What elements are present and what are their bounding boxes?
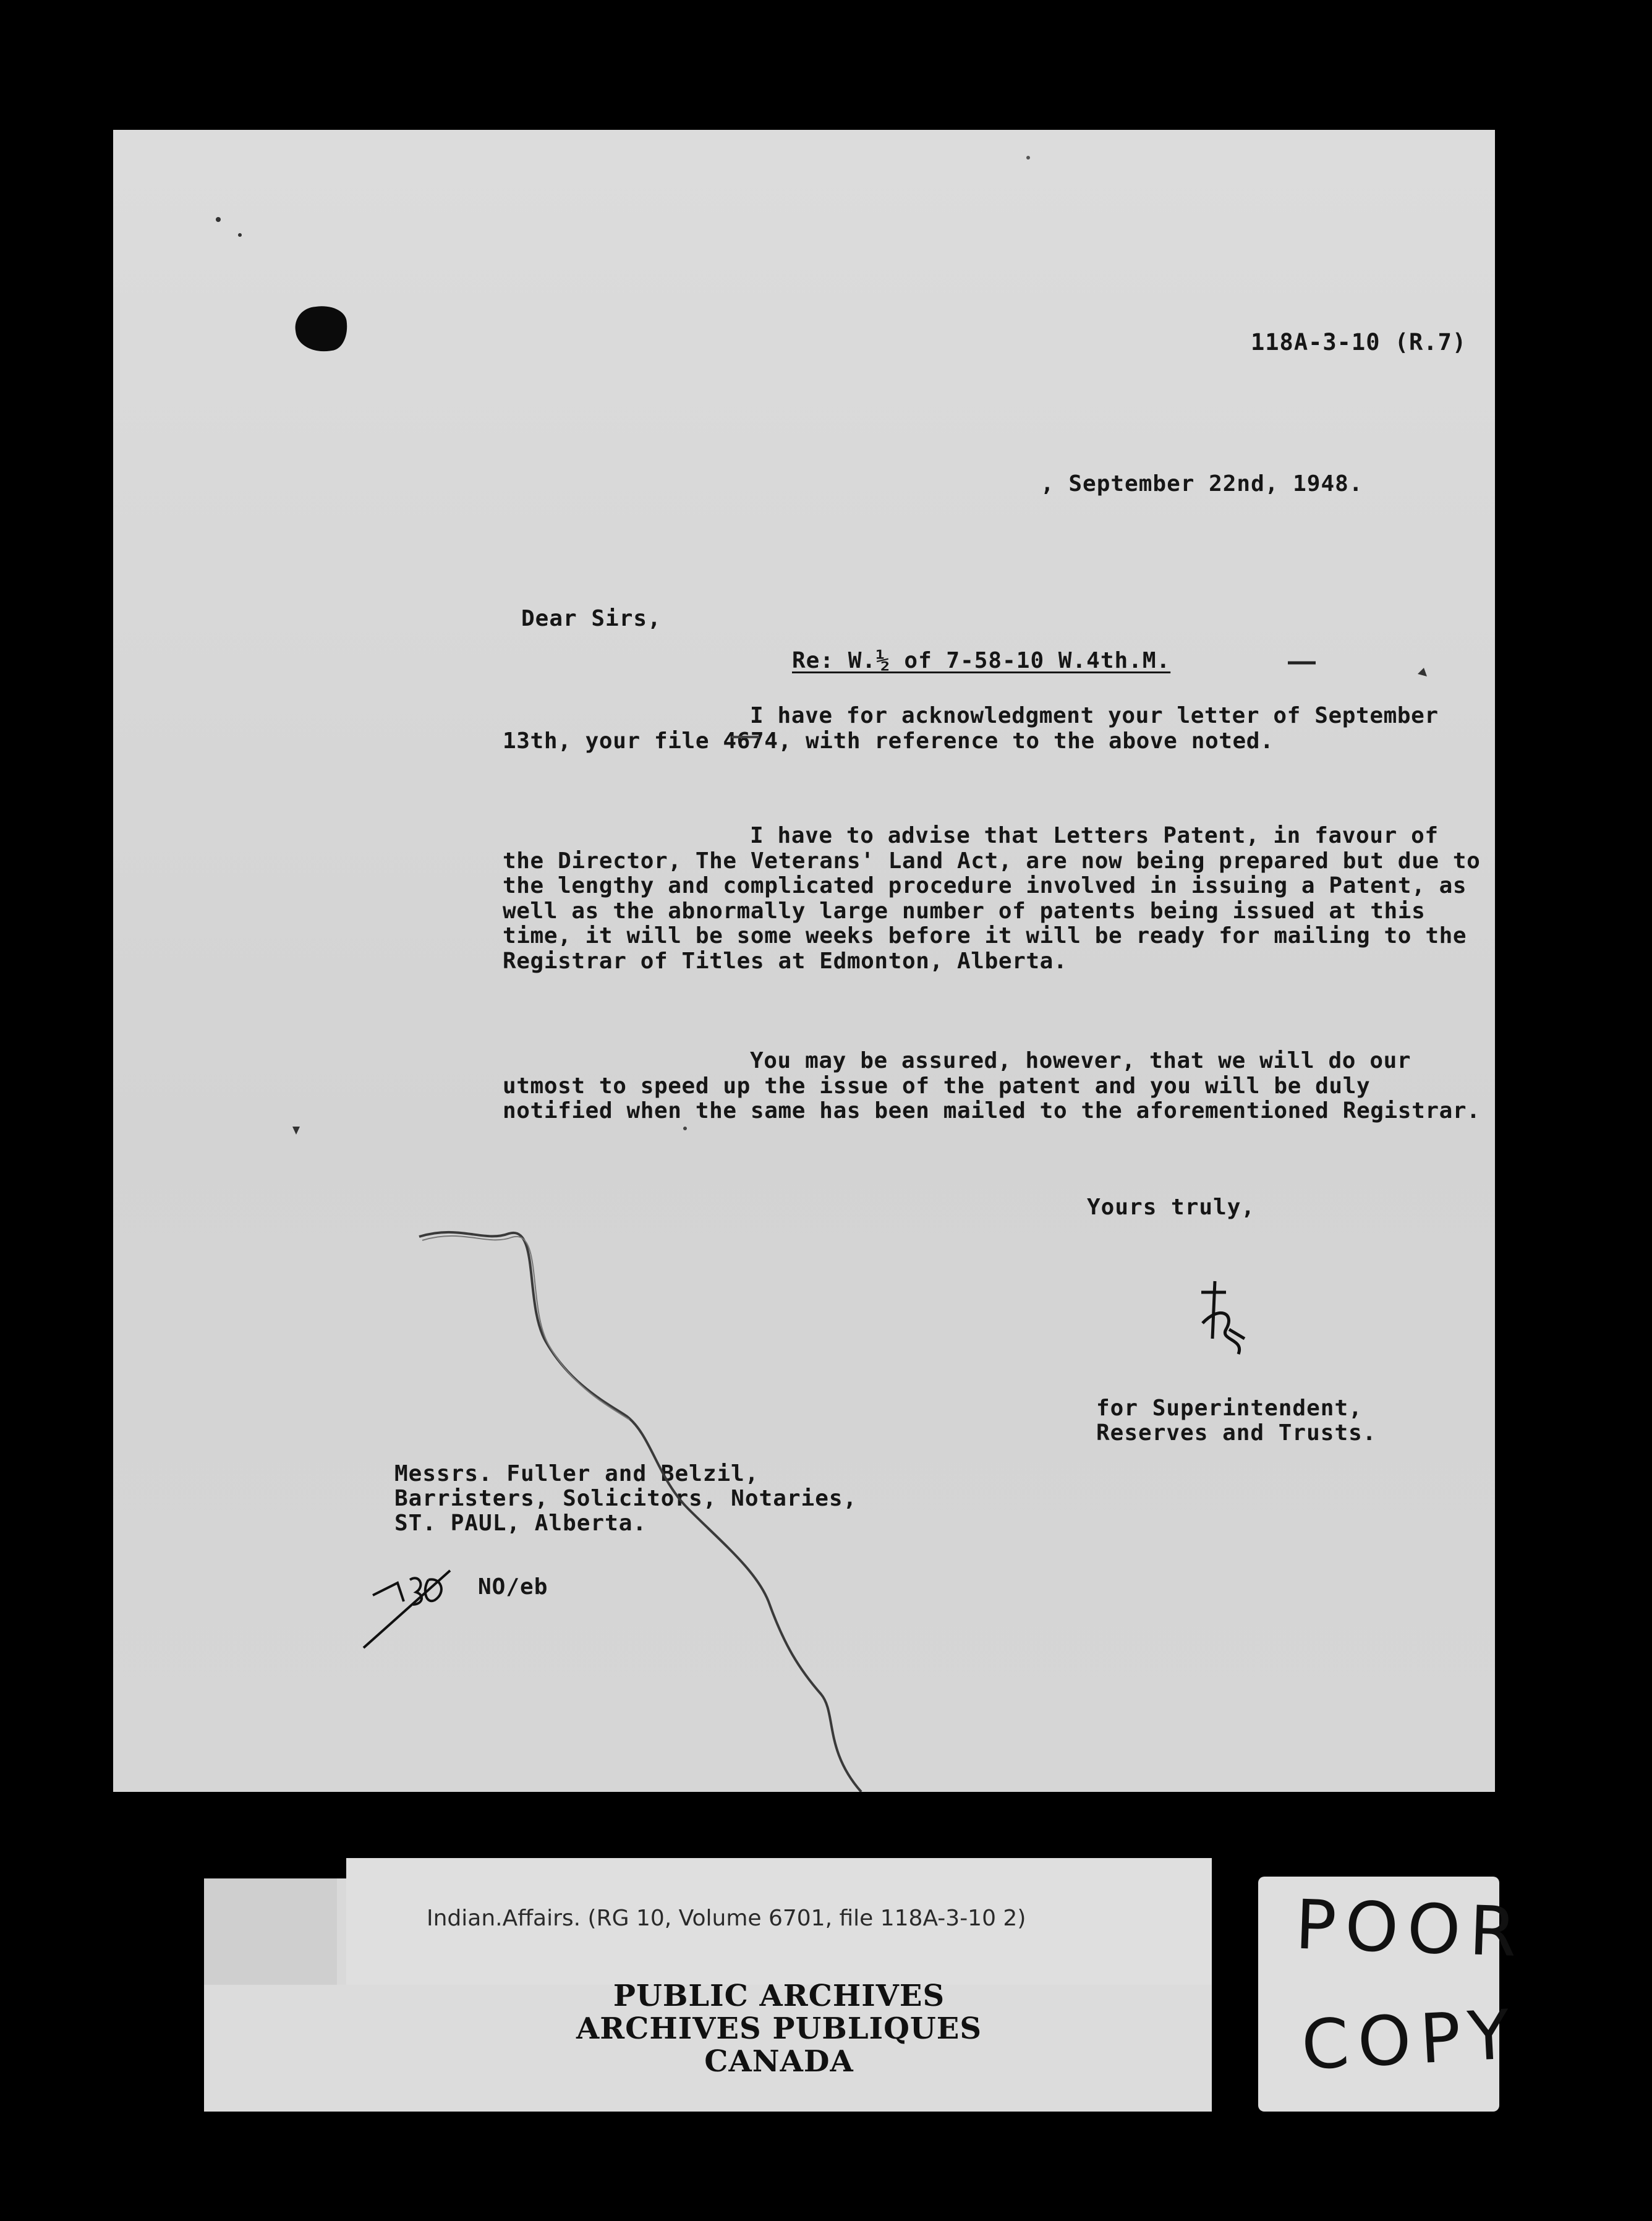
paragraph-1: I have for acknowledgment your letter of September 13th, your file 4674, with reference to the above noted.	[503, 703, 1439, 754]
archive-reference: Indian.Affairs. (RG 10, Volume 6701, file 118A-3-10 2)	[427, 1906, 1026, 1931]
signature-block	[1096, 1396, 1376, 1446]
addressee-line-2: Barristers, Solicitors, Notaries,	[394, 1486, 858, 1511]
archive-line-2: ARCHIVES PUBLIQUES	[576, 2011, 982, 2046]
closing: Yours truly,	[1087, 1195, 1256, 1220]
letter-page	[113, 130, 1495, 1792]
poor-copy-line-1: POOR	[1293, 1885, 1527, 1972]
paragraph-2: I have to advise that Letters Patent, in favour of the Director, The Veterans' Land Act, are now being prepared but due to the lengthy and complicated procedure involved in issuing a Patent, as well as the abnormally large number of patents being issued at this time, it will be some weeks before it will be ready for mailing to the Registrar of Titles at Edmonton, Alberta.	[503, 823, 1481, 974]
addressee-line-1: Messrs. Fuller and Belzil,	[394, 1461, 759, 1486]
signature-line-2: Reserves and Trusts.	[1096, 1420, 1377, 1446]
signature-line-1: for Superintendent,	[1096, 1396, 1363, 1421]
paragraph-3: You may be assured, however, that we will do our utmost to speed up the issue of the patent and you will be duly notified when the same has been mailed to the aforementioned Registrar.	[503, 1048, 1481, 1123]
signature-scribble	[1201, 1281, 1245, 1354]
archive-label-notch	[204, 1878, 337, 1989]
archive-line-1: PUBLIC ARCHIVES	[613, 1979, 945, 2013]
letter-date: , September 22nd, 1948.	[1041, 471, 1363, 497]
addressee-line-3: ST. PAUL, Alberta.	[394, 1511, 647, 1536]
file-reference: 118A-3-10 (R.7)	[1251, 329, 1467, 356]
salutation: Dear Sirs,	[521, 606, 662, 631]
poor-copy-line-2: COPY	[1299, 1994, 1520, 2086]
typist-initials: NO/eb	[478, 1574, 548, 1600]
subject-line: Re: W.½ of 7-58-10 W.4th.M.	[792, 648, 1171, 673]
ink-blot	[292, 303, 350, 356]
archive-line-3: CANADA	[704, 2044, 854, 2079]
handwritten-initials	[373, 1578, 441, 1605]
addressee-block	[394, 1462, 857, 1536]
